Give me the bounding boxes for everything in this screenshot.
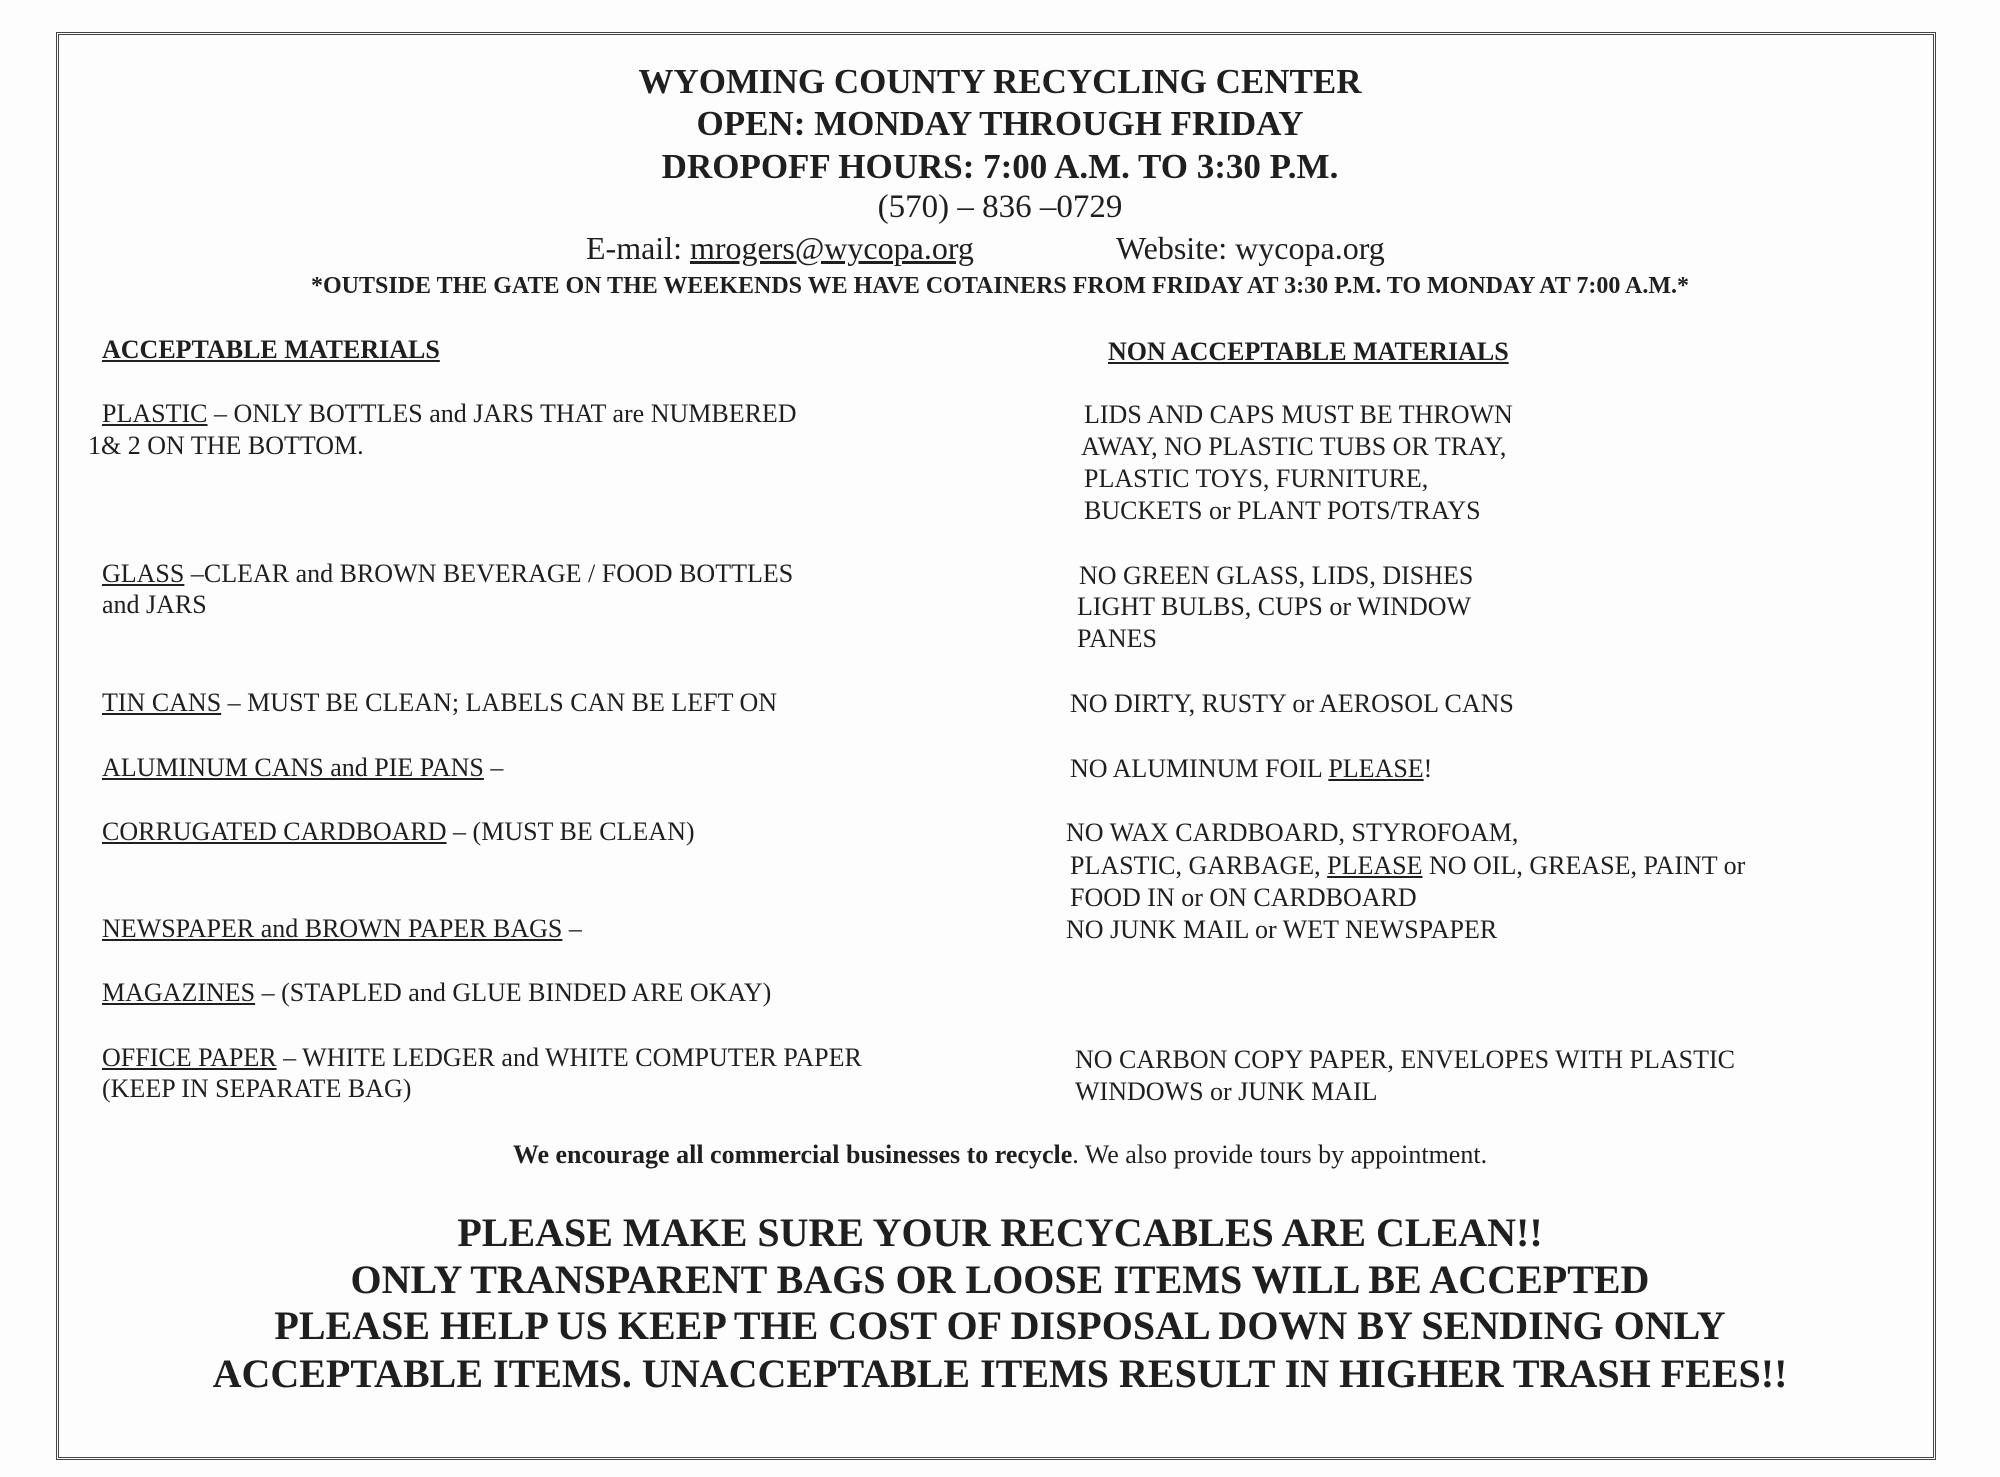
text-emphasis: PLEASE [1328, 754, 1424, 783]
non-acceptable-heading: NON ACCEPTABLE MATERIALS [1108, 337, 1509, 366]
non-glass-line2: LIGHT BULBS, CUPS or WINDOW [1077, 592, 1472, 621]
notice-line-2: ONLY TRANSPARENT BAGS OR LOOSE ITEMS WILL BE ACCEPTED [350, 1257, 1650, 1302]
notice-line-4: ACCEPTABLE ITEMS. UNACCEPTABLE ITEMS RESULT IN HIGHER TRASH FEES!! [212, 1351, 1788, 1396]
acceptable-plastic [102, 398, 797, 430]
acceptable-newspaper [102, 913, 582, 945]
non-newspaper: NO JUNK MAIL or WET NEWSPAPER [1066, 915, 1498, 944]
acceptable-magazines [102, 977, 771, 1009]
item-name: NEWSPAPER and BROWN PAPER BAGS [102, 914, 563, 943]
acceptable-office-paper [102, 1042, 862, 1074]
non-plastic-line4: BUCKETS or PLANT POTS/TRAYS [1084, 496, 1481, 525]
open-days: OPEN: MONDAY THROUGH FRIDAY [696, 104, 1304, 143]
encourage-rest: . We also provide tours by appointment. [1072, 1140, 1488, 1169]
non-cardboard-line1: NO WAX CARDBOARD, STYROFOAM, [1066, 818, 1519, 847]
website-line: Website: wycopa.org [1116, 230, 1385, 266]
acceptable-glass-line2: and JARS [102, 590, 207, 619]
item-desc: – WHITE LEDGER and WHITE COMPUTER PAPER [276, 1043, 862, 1072]
item-desc: – ONLY BOTTLES and JARS THAT are NUMBERED [207, 399, 797, 428]
notice-line-3: PLEASE HELP US KEEP THE COST OF DISPOSAL DOWN BY SENDING ONLY [274, 1303, 1726, 1348]
non-plastic-line2: AWAY, NO PLASTIC TUBS OR TRAY, [1081, 432, 1507, 461]
acceptable-office-paper-line2: (KEEP IN SEPARATE BAG) [102, 1074, 412, 1103]
text-emphasis: PLEASE [1327, 851, 1423, 880]
non-office-line1: NO CARBON COPY PAPER, ENVELOPES WITH PLASTIC [1075, 1045, 1735, 1074]
encourage-bold: We encourage all commercial businesses to recycle [512, 1140, 1073, 1169]
item-desc: – [562, 914, 582, 943]
non-glass-line1: NO GREEN GLASS, LIDS, DISHES [1079, 561, 1474, 590]
non-tin: NO DIRTY, RUSTY or AEROSOL CANS [1070, 689, 1514, 718]
acceptable-heading: ACCEPTABLE MATERIALS [102, 335, 440, 364]
email-label: E-mail: [586, 230, 690, 266]
notice-line-1: PLEASE MAKE SURE YOUR RECYCABLES ARE CLEAN!! [457, 1210, 1543, 1255]
text-part: NO ALUMINUM FOIL [1070, 754, 1329, 783]
acceptable-glass [102, 558, 793, 590]
email-line [586, 230, 974, 267]
item-name: PLASTIC [102, 399, 208, 428]
text-part: NO OIL, GREASE, PAINT or [1422, 851, 1746, 880]
center-title: WYOMING COUNTY RECYCLING CENTER [638, 62, 1362, 101]
item-name: ALUMINUM CANS and PIE PANS [102, 753, 484, 782]
item-desc: – MUST BE CLEAN; LABELS CAN BE LEFT ON [221, 688, 778, 717]
non-office-line2: WINDOWS or JUNK MAIL [1075, 1077, 1378, 1106]
weekend-note: *OUTSIDE THE GATE ON THE WEEKENDS WE HAVE COTAINERS FROM FRIDAY AT 3:30 P.M. TO MONDAY AT 7:00 A.M.* [310, 273, 1690, 299]
dropoff-hours: DROPOFF HOURS: 7:00 A.M. TO 3:30 P.M. [661, 147, 1339, 186]
acceptable-plastic-line2: 1& 2 ON THE BOTTOM. [88, 431, 364, 460]
non-plastic-line1: LIDS AND CAPS MUST BE THROWN [1084, 400, 1513, 429]
encourage-line [0, 1140, 2000, 1170]
non-cardboard-line3: FOOD IN or ON CARDBOARD [1070, 883, 1417, 912]
item-desc: – (STAPLED and GLUE BINDED ARE OKAY) [255, 978, 772, 1007]
item-desc: – (MUST BE CLEAN) [446, 817, 695, 846]
item-desc: – [483, 753, 504, 782]
phone-number: (570) – 836 –0729 [877, 189, 1123, 225]
acceptable-cardboard [102, 816, 695, 848]
item-name: GLASS [102, 559, 185, 588]
item-name: TIN CANS [102, 688, 222, 717]
non-glass-line3: PANES [1077, 624, 1157, 653]
item-name: CORRUGATED CARDBOARD [102, 817, 447, 846]
item-desc: –CLEAR and BROWN BEVERAGE / FOOD BOTTLES [184, 559, 794, 588]
non-plastic-line3: PLASTIC TOYS, FURNITURE, [1084, 464, 1429, 493]
acceptable-tin [102, 687, 777, 719]
email-link[interactable]: mrogers@wycopa.org [689, 230, 974, 266]
text-part: ! [1423, 754, 1433, 783]
item-name: MAGAZINES [102, 978, 256, 1007]
non-aluminum [1070, 753, 1432, 785]
item-name: OFFICE PAPER [102, 1043, 277, 1072]
acceptable-aluminum [102, 752, 503, 784]
non-cardboard-line2 [1070, 850, 1745, 882]
text-part: PLASTIC, GARBAGE, [1070, 851, 1328, 880]
